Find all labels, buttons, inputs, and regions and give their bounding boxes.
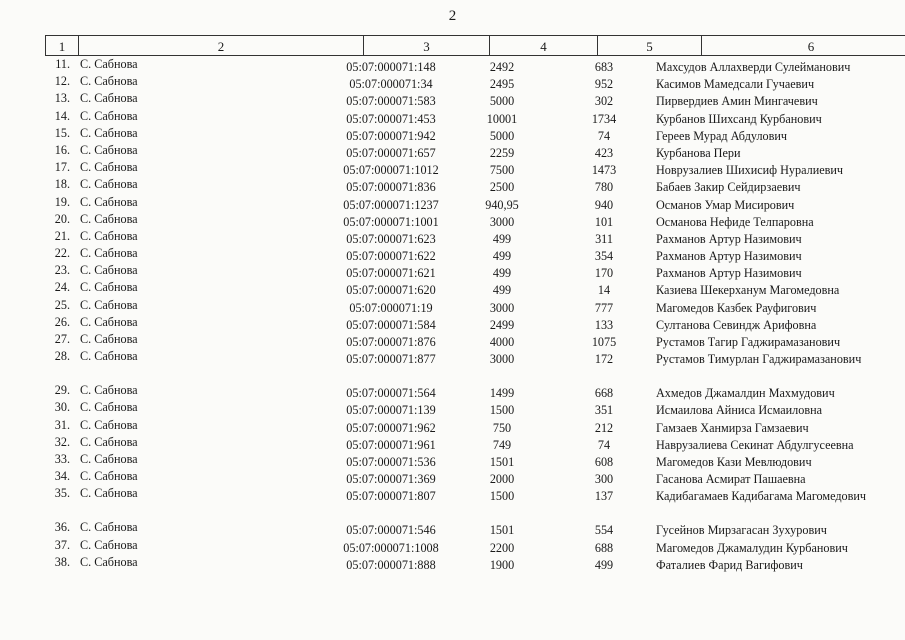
row-number: 13. — [54, 91, 70, 106]
row-area: 2495 — [489, 77, 515, 92]
row-location: С. Сабнова — [80, 74, 138, 89]
row-cadastral-number: 05:07:000071:1012 — [343, 163, 439, 178]
table-row — [0, 109, 905, 126]
row-col5-value: 354 — [594, 249, 614, 264]
row-number: 33. — [54, 451, 70, 466]
row-col5-value: 74 — [597, 437, 611, 452]
row-cadastral-number: 05:07:000071:836 — [346, 180, 436, 195]
row-area: 2499 — [489, 317, 515, 332]
row-location: С. Сабнова — [80, 280, 138, 295]
row-area: 3000 — [489, 352, 515, 367]
row-col5-value: 300 — [594, 472, 614, 487]
row-owner: Гереев Мурад Абдулович — [656, 128, 788, 143]
row-owner: Казиева Шекерханум Магомедовна — [656, 283, 840, 298]
row-col5-value: 302 — [594, 94, 614, 109]
row-area: 499 — [492, 283, 512, 298]
row-col5-value: 668 — [594, 386, 614, 401]
table-row — [0, 315, 905, 332]
row-location: С. Сабнова — [80, 194, 138, 209]
row-location: С. Сабнова — [80, 332, 138, 346]
row-col5-value: 170 — [594, 266, 614, 281]
row-number: 30. — [54, 400, 70, 415]
row-cadastral-number: 05:07:000071:148 — [346, 60, 436, 74]
row-area: 3000 — [489, 300, 515, 315]
row-area: 2500 — [489, 180, 515, 195]
table-row — [0, 74, 905, 91]
row-number: 37. — [54, 537, 70, 552]
table-row — [0, 486, 905, 520]
row-col5-value: 499 — [594, 557, 614, 572]
row-area: 1499 — [489, 386, 515, 401]
row-area: 3000 — [489, 214, 515, 229]
row-area: 2492 — [489, 60, 515, 74]
row-number: 16. — [54, 142, 70, 157]
row-owner: Фаталиев Фарид Вагифович — [656, 557, 803, 572]
row-owner: Рустамов Тимурлан Гаджирамазанович — [656, 352, 862, 367]
row-cadastral-number: 05:07:000071:139 — [346, 403, 436, 418]
row-area: 2259 — [489, 145, 515, 160]
row-col5-value: 683 — [594, 60, 614, 74]
header-col-4: 4 — [489, 35, 597, 56]
row-owner: Султанова Севиндж Арифовна — [656, 317, 817, 332]
row-owner: Ахмедов Джамалдин Махмудович — [656, 386, 835, 401]
row-location: С. Сабнова — [80, 91, 138, 106]
row-col5-value: 212 — [594, 420, 614, 435]
table-row — [0, 160, 905, 177]
table-row — [0, 452, 905, 469]
row-number: 18. — [54, 177, 70, 192]
row-location: С. Сабнова — [80, 383, 138, 398]
row-cadastral-number: 05:07:000071:583 — [346, 94, 436, 109]
row-location: С. Сабнова — [80, 160, 138, 175]
table-row — [0, 332, 905, 349]
row-col5-value: 940 — [594, 197, 614, 212]
row-col5-value: 608 — [594, 454, 614, 469]
row-area: 750 — [492, 420, 512, 435]
row-col5-value: 1075 — [591, 335, 617, 349]
row-col5-value: 101 — [594, 214, 614, 229]
row-number: 14. — [54, 108, 70, 123]
row-number: 12. — [54, 74, 70, 89]
row-owner: Рахманов Артур Назимович — [656, 249, 802, 264]
row-cadastral-number: 05:07:000071:888 — [346, 557, 436, 572]
row-cadastral-number: 05:07:000071:620 — [346, 283, 436, 298]
table-row — [0, 195, 905, 212]
row-number: 38. — [54, 554, 70, 569]
row-area: 499 — [492, 266, 512, 281]
row-area: 1501 — [489, 454, 515, 469]
row-area: 749 — [492, 437, 512, 452]
row-area: 1500 — [489, 403, 515, 418]
table-row — [0, 520, 905, 537]
row-location: С. Сабнова — [80, 349, 138, 364]
row-cadastral-number: 05:07:000071:622 — [346, 249, 436, 264]
row-col5-value: 423 — [594, 145, 614, 160]
row-area: 7500 — [489, 163, 515, 178]
row-location: С. Сабнова — [80, 486, 138, 501]
row-col5-value: 952 — [594, 77, 614, 92]
row-number: 20. — [54, 211, 70, 226]
row-location: С. Сабнова — [80, 314, 138, 329]
row-location: С. Сабнова — [80, 246, 138, 261]
header-col-1: 1 — [45, 35, 78, 56]
row-location: С. Сабнова — [80, 263, 138, 278]
row-location: С. Сабнова — [80, 451, 138, 466]
row-area: 1900 — [489, 557, 515, 572]
row-cadastral-number: 05:07:000071:369 — [346, 472, 436, 487]
row-cadastral-number: 05:07:000071:1001 — [343, 214, 439, 229]
table-row — [0, 263, 905, 280]
table-row — [0, 418, 905, 435]
row-area: 5000 — [489, 128, 515, 143]
row-location: С. Сабнова — [80, 108, 138, 123]
row-col5-value: 554 — [594, 523, 614, 538]
row-location: С. Сабнова — [80, 520, 138, 535]
row-col5-value: 311 — [595, 231, 613, 246]
row-owner: Гасанова Асмират Пашаевна — [656, 472, 806, 487]
page-number: 2 — [448, 8, 457, 24]
row-owner: Кадибагамаев Кадибагама Магомедович — [656, 489, 867, 504]
row-cadastral-number: 05:07:000071:34 — [349, 77, 433, 92]
row-number: 36. — [54, 520, 70, 535]
row-area: 4000 — [489, 335, 515, 349]
row-location: С. Сабнова — [80, 297, 138, 312]
table-row — [0, 298, 905, 315]
row-area: 10001 — [486, 111, 518, 126]
row-owner: Османова Нефиде Телпаровна — [656, 214, 814, 229]
row-col5-value: 780 — [594, 180, 614, 195]
row-owner: Пирвердиев Амин Мингачевич — [656, 94, 818, 109]
row-owner: Бабаев Закир Сейдирзаевич — [656, 180, 801, 195]
table-row — [0, 143, 905, 160]
row-cadastral-number: 05:07:000071:877 — [346, 352, 436, 367]
row-area: 940,95 — [485, 197, 519, 212]
row-location: С. Сабнова — [80, 177, 138, 192]
row-area: 2200 — [489, 540, 515, 555]
table-row — [0, 280, 905, 297]
table-row — [0, 435, 905, 452]
table-row — [0, 383, 905, 400]
row-number: 31. — [54, 417, 70, 432]
row-col5-value: 137 — [594, 489, 614, 504]
row-number: 27. — [54, 332, 70, 346]
table-row — [0, 177, 905, 194]
row-area: 499 — [492, 231, 512, 246]
table-row — [0, 469, 905, 486]
row-col5-value: 688 — [594, 540, 614, 555]
row-owner: Магомедов Казбек Рауфигович — [656, 300, 817, 315]
row-cadastral-number: 05:07:000071:621 — [346, 266, 436, 281]
row-area: 1500 — [489, 489, 515, 504]
row-owner: Наврузалиева Секинат Абдулгусеевна — [656, 437, 854, 452]
row-owner: Рахманов Артур Назимович — [656, 231, 802, 246]
row-area: 2000 — [489, 472, 515, 487]
table-row — [0, 229, 905, 246]
row-number: 25. — [54, 297, 70, 312]
row-col5-value: 777 — [594, 300, 614, 315]
table-row — [0, 126, 905, 143]
header-col-5: 5 — [597, 35, 701, 56]
row-owner: Магомедов Джамалудин Курбанович — [656, 540, 848, 555]
row-number: 32. — [54, 434, 70, 449]
row-cadastral-number: 05:07:000071:942 — [346, 128, 436, 143]
row-owner: Курбанова Пери — [656, 145, 741, 160]
row-cadastral-number: 05:07:000071:536 — [346, 454, 436, 469]
row-cadastral-number: 05:07:000071:962 — [346, 420, 436, 435]
row-owner: Исмаилова Айниса Исмаиловна — [656, 403, 823, 418]
row-location: С. Сабнова — [80, 434, 138, 449]
row-area: 1501 — [489, 523, 515, 538]
row-number: 26. — [54, 314, 70, 329]
table-row — [0, 349, 905, 383]
row-number: 29. — [54, 383, 70, 398]
row-location: С. Сабнова — [80, 554, 138, 569]
table-row — [0, 91, 905, 108]
table-body — [0, 57, 905, 572]
row-owner: Махсудов Аллахверди Сулейманович — [656, 60, 851, 74]
row-owner: Новрузалиев Шихисиф Нуралиевич — [656, 163, 844, 178]
row-owner: Рустамов Тагир Гаджирамазанович — [656, 335, 841, 349]
row-col5-value: 74 — [597, 128, 611, 143]
row-cadastral-number: 05:07:000071:657 — [346, 145, 436, 160]
row-cadastral-number: 05:07:000071:876 — [346, 335, 436, 349]
row-number: 19. — [54, 194, 70, 209]
row-cadastral-number: 05:07:000071:19 — [349, 300, 433, 315]
row-cadastral-number: 05:07:000071:584 — [346, 317, 436, 332]
row-col5-value: 133 — [594, 317, 614, 332]
row-owner: Рахманов Артур Назимович — [656, 266, 802, 281]
row-number: 24. — [54, 280, 70, 295]
row-cadastral-number: 05:07:000071:623 — [346, 231, 436, 246]
row-area: 499 — [492, 249, 512, 264]
header-col-2: 2 — [78, 35, 363, 56]
row-number: 35. — [54, 486, 70, 501]
row-number: 23. — [54, 263, 70, 278]
row-number: 17. — [54, 160, 70, 175]
row-cadastral-number: 05:07:000071:564 — [346, 386, 436, 401]
table-row — [0, 246, 905, 263]
row-owner: Гамзаев Ханмирза Гамзаевич — [656, 420, 809, 435]
row-owner: Гусейнов Мирзагасан Зухурович — [656, 523, 827, 538]
row-cadastral-number: 05:07:000071:961 — [346, 437, 436, 452]
header-col-3: 3 — [363, 35, 489, 56]
row-number: 22. — [54, 246, 70, 261]
row-location: С. Сабнова — [80, 142, 138, 157]
row-cadastral-number: 05:07:000071:1008 — [343, 540, 439, 555]
table-row — [0, 400, 905, 417]
row-location: С. Сабнова — [80, 228, 138, 243]
table-row — [0, 57, 905, 74]
row-number: 11. — [55, 57, 70, 71]
row-cadastral-number: 05:07:000071:1237 — [343, 197, 439, 212]
row-owner: Магомедов Кази Мевлюдович — [656, 454, 812, 469]
row-location: С. Сабнова — [80, 537, 138, 552]
row-location: С. Сабнова — [80, 417, 138, 432]
row-number: 28. — [54, 349, 70, 364]
row-cadastral-number: 05:07:000071:453 — [346, 111, 436, 126]
row-area: 5000 — [489, 94, 515, 109]
row-col5-value: 14 — [597, 283, 611, 298]
row-col5-value: 172 — [594, 352, 614, 367]
table-row — [0, 212, 905, 229]
table-row — [0, 555, 905, 572]
row-col5-value: 1734 — [591, 111, 617, 126]
row-owner: Касимов Мамедсали Гучаевич — [656, 77, 815, 92]
header-col-6: 6 — [701, 35, 905, 56]
row-owner: Османов Умар Мисирович — [656, 197, 795, 212]
row-col5-value: 351 — [594, 403, 614, 418]
row-number: 21. — [54, 228, 70, 243]
row-col5-value: 1473 — [591, 163, 617, 178]
row-location: С. Сабнова — [80, 400, 138, 415]
row-location: С. Сабнова — [80, 57, 138, 71]
table-row — [0, 538, 905, 555]
row-location: С. Сабнова — [80, 125, 138, 140]
row-cadastral-number: 05:07:000071:546 — [346, 523, 436, 538]
row-cadastral-number: 05:07:000071:807 — [346, 489, 436, 504]
row-owner: Курбанов Шихсанд Курбанович — [656, 111, 822, 126]
row-location: С. Сабнова — [80, 211, 138, 226]
row-location: С. Сабнова — [80, 469, 138, 484]
row-number: 34. — [54, 469, 70, 484]
row-number: 15. — [54, 125, 70, 140]
